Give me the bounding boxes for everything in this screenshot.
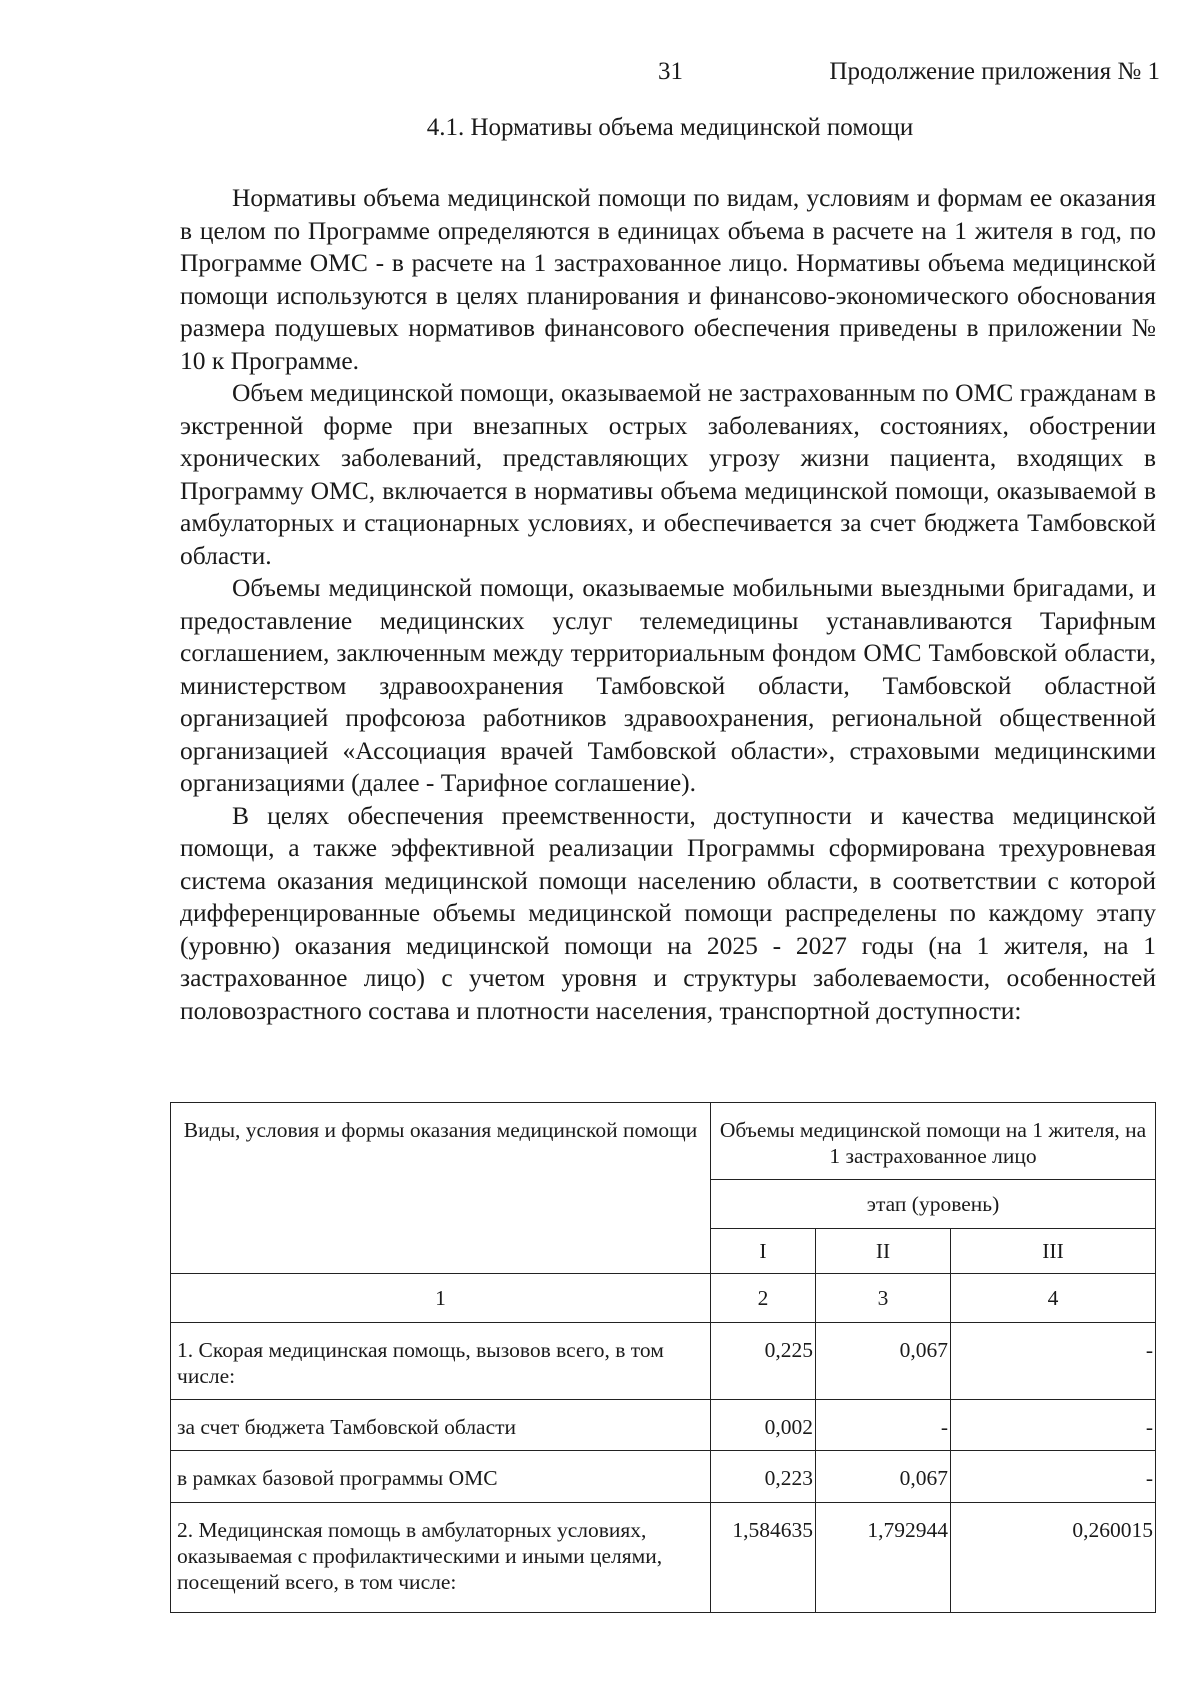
row-label: за счет бюджета Тамбовской области: [171, 1400, 711, 1451]
page-header: [180, 58, 1160, 94]
table-row: [171, 1323, 1156, 1400]
paragraph: Объем медицинской помощи, оказываемой не застрахованным по ОМС гражданам в экстренной форме при внезапных острых заболеваниях, состояниях, обострении хронических заболеваний, представляющих угрозу жизни пациента, входящих в Программу ОМС, включается в нормативы объема медицинской помощи, оказываемой в амбулаторных и стационарных условиях, и обеспечивается за счет бюджета Тамбовской области.: [180, 378, 1156, 570]
row-value: 1,792944: [816, 1503, 951, 1613]
row-value: 0,002: [711, 1400, 816, 1451]
continuation-note: Продолжение приложения № 1: [829, 58, 1160, 85]
paragraph: В целях обеспечения преемственности, доступности и качества медицинской помощи, а также эффективной реализации Программы сформирована трехуровневая система оказания медицинской помощи населению области, в соответствии с которой дифференцированные объемы медицинской помощи распределены по каждому этапу (уровню) оказания медицинской помощи на 2025 - 2027 годы (на 1 жителя, на 1 застрахованное лицо) с учетом уровня и структуры заболеваемости, особенностей половозрастного состава и плотности населения, транспортной доступности:: [180, 800, 1156, 1025]
column-number: 1: [171, 1274, 711, 1323]
paragraph: Нормативы объема медицинской помощи по видам, условиям и формам ее оказания в целом по Программе определяются в единицах объема в расчете на 1 жителя в год, по Программе ОМС - в расчете на 1 застрахованное лицо. Нормативы объема медицинской помощи используются в целях планирования и финансово-экономического обоснования размера подушевых нормативов финансового обеспечения приведены в приложении № 10 к Программе.: [180, 183, 1156, 375]
header-level-3: III: [951, 1229, 1156, 1274]
table-row: [171, 1503, 1156, 1613]
column-number: 2: [711, 1274, 816, 1323]
body-text: [180, 182, 1156, 1027]
row-value: 0,067: [816, 1451, 951, 1503]
page-number: 31: [658, 58, 683, 85]
paragraph: Объемы медицинской помощи, оказываемые мобильными выездными бригадами, и предоставление медицинских услуг телемедицины устанавливаются Тарифным соглашением, заключенным между территориальным фондом ОМС Тамбовской области, министерством здравоохранения Тамбовской области, Тамбовской областной организацией профсоюза работников здравоохранения, региональной общественной организацией «Ассоциация врачей Тамбовской области», страховыми медицинскими организациями (далее - Тарифное соглашение).: [180, 573, 1156, 797]
row-value: -: [816, 1400, 951, 1451]
section-title: 4.1. Нормативы объема медицинской помощи: [426, 114, 914, 141]
column-number: 4: [951, 1274, 1156, 1323]
header-stage: этап (уровень): [711, 1180, 1156, 1229]
table-row: [171, 1400, 1156, 1451]
header-volumes: Объемы медицинской помощи на 1 жителя, на 1 застрахованное лицо: [711, 1103, 1156, 1180]
header-level-2: II: [816, 1229, 951, 1274]
row-value: -: [951, 1451, 1156, 1503]
row-value: -: [951, 1400, 1156, 1451]
column-numbers-row: [171, 1274, 1156, 1323]
volumes-table: [170, 1102, 1156, 1613]
row-label: в рамках базовой программы ОМС: [171, 1451, 711, 1503]
header-level-1: I: [711, 1229, 816, 1274]
column-number: 3: [816, 1274, 951, 1323]
row-value: 1,584635: [711, 1503, 816, 1613]
row-label: 2. Медицинская помощь в амбулаторных условиях, оказываемая с профилактическими и иными целями, посещений всего, в том числе:: [171, 1503, 711, 1613]
row-label: 1. Скорая медицинская помощь, вызовов всего, в том числе:: [171, 1323, 711, 1400]
row-value: 0,223: [711, 1451, 816, 1503]
table-row: [171, 1451, 1156, 1503]
header-kinds: Виды, условия и формы оказания медицинской помощи: [171, 1103, 711, 1274]
row-value: 0,260015: [951, 1503, 1156, 1613]
row-value: 0,067: [816, 1323, 951, 1400]
row-value: -: [951, 1323, 1156, 1400]
row-value: 0,225: [711, 1323, 816, 1400]
